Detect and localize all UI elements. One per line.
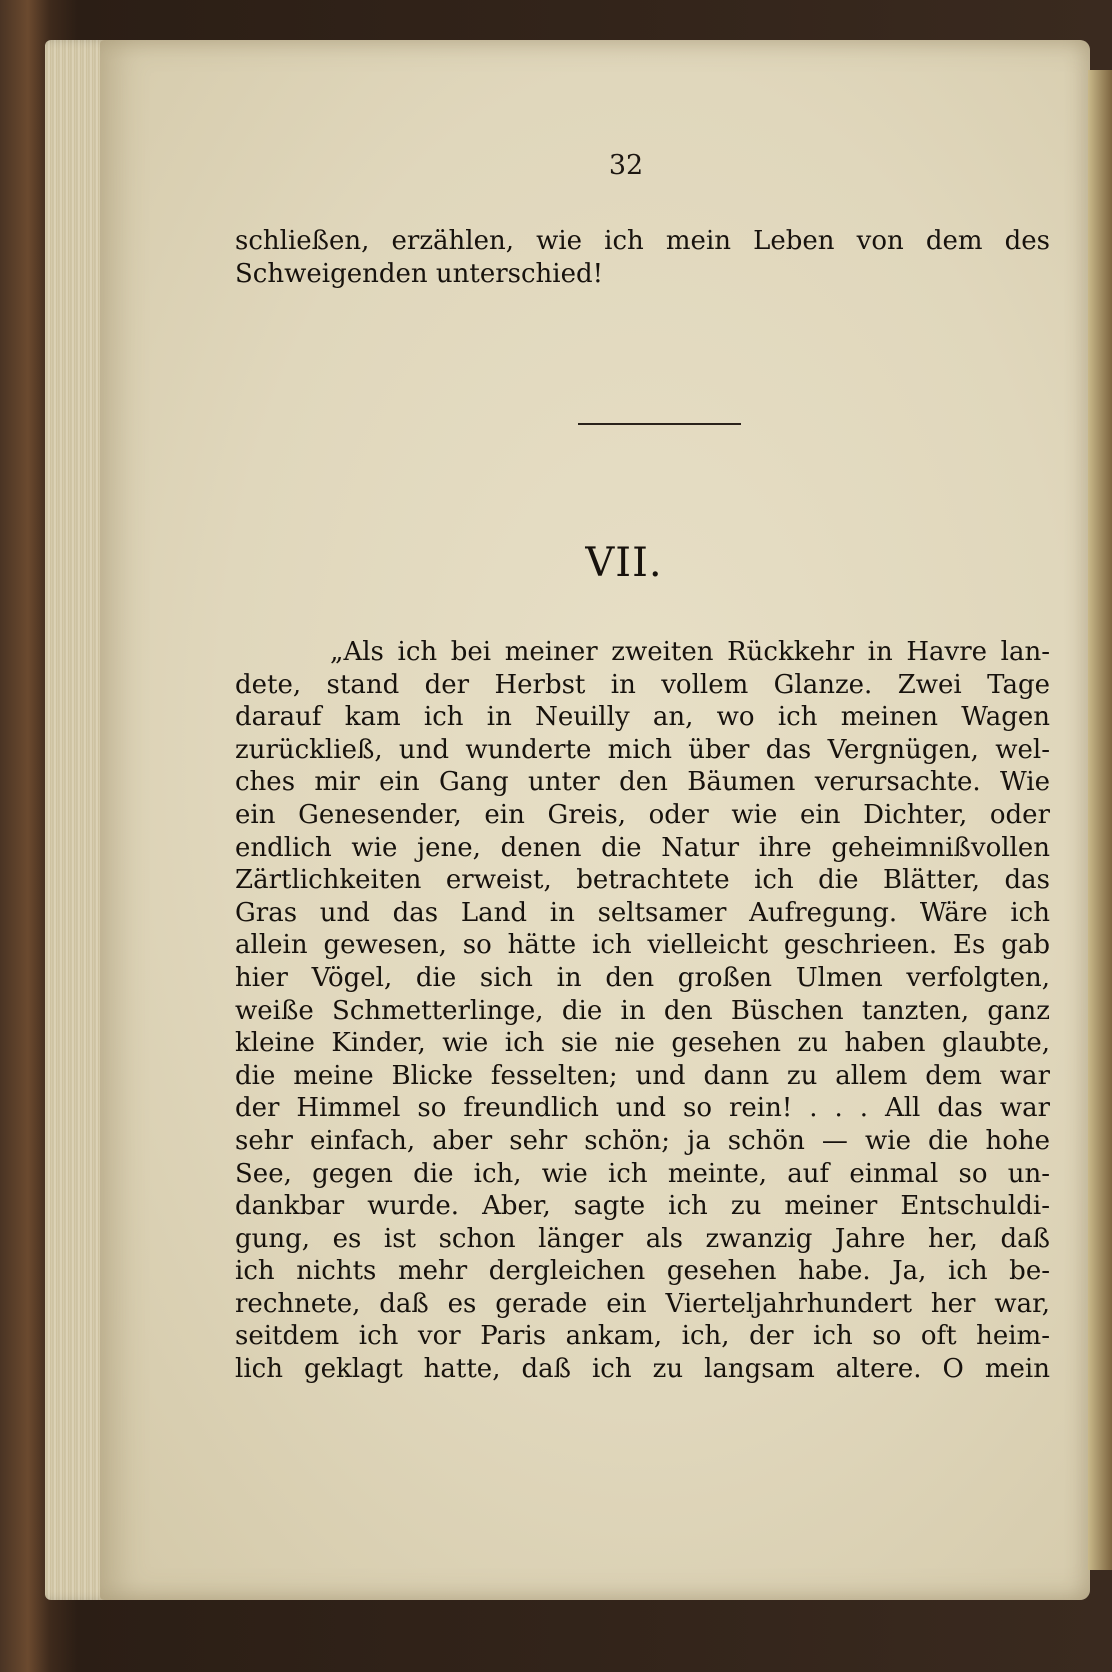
text-line: allein gewesen, so hätte ich vielleicht geschrieen. Es gab	[235, 930, 1050, 961]
text-line: kleine Kinder, wie ich sie nie gesehen zu haben glaubte,	[235, 1028, 1050, 1059]
text-line: Gras und das Land in seltsamer Aufregung. Wäre ich	[235, 897, 1050, 928]
text-line: rechnete, daß es gerade ein Vierteljahrhundert her war,	[235, 1288, 1050, 1319]
text-line: seitdem ich vor Paris ankam, ich, der ich so oft heim-	[235, 1321, 1050, 1352]
text-line: sehr einfach, aber sehr schön; ja schön — wie die hohe	[235, 1125, 1050, 1156]
text-line: gung, es ist schon länger als zwanzig Jahre her, daß	[235, 1223, 1050, 1254]
text-line: Schweigenden unterschied!	[235, 258, 604, 289]
next-page-edge	[1088, 70, 1112, 1570]
chapter-body	[235, 636, 1050, 1386]
text-line: die meine Blicke fesselten; und dann zu allem dem war	[235, 1060, 1050, 1091]
text-line: dankbar wurde. Aber, sagte ich zu meiner Entschuldi-	[235, 1191, 1050, 1222]
text-line: dete, stand der Herbst in vollem Glanze. Zwei Tage	[235, 669, 1050, 700]
text-line: schließen, erzählen, wie ich mein Leben von dem des	[235, 226, 1050, 256]
section-divider	[578, 423, 741, 425]
chapter-heading: VII.	[585, 540, 663, 586]
text-line: weiße Schmetterlinge, die in den Büschen tanzten, ganz	[235, 995, 1050, 1026]
text-line: See, gegen die ich, wie ich meinte, auf einmal so un-	[235, 1158, 1050, 1189]
text-line: ches mir ein Gang unter den Bäumen verursachte. Wie	[235, 767, 1050, 798]
text-line: „Als ich bei meiner zweiten Rückkehr in Havre lan-	[330, 637, 1050, 667]
text-line: Zärtlichkeiten erweist, betrachtete ich die Blätter, das	[235, 865, 1050, 896]
text-line: ein Genesender, ein Greis, oder wie ein Dichter, oder	[235, 799, 1050, 830]
text-line: ich nichts mehr dergleichen gesehen habe. Ja, ich be-	[235, 1256, 1050, 1287]
text-line: lich geklagt hatte, daß ich zu langsam altere. O mein	[235, 1354, 1050, 1385]
intro-paragraph	[235, 225, 1050, 290]
text-line: der Himmel so freundlich und so rein! . . . All das war	[235, 1093, 1050, 1124]
text-line: endlich wie jene, denen die Natur ihre geheimnißvollen	[235, 832, 1050, 863]
text-line: hier Vögel, die sich in den großen Ulmen verfolgten,	[235, 962, 1050, 993]
text-line: darauf kam ich in Neuilly an, wo ich meinen Wagen	[235, 702, 1050, 733]
page-number: 32	[608, 150, 644, 181]
text-line: zurückließ, und wunderte mich über das Vergnügen, wel-	[235, 734, 1050, 765]
